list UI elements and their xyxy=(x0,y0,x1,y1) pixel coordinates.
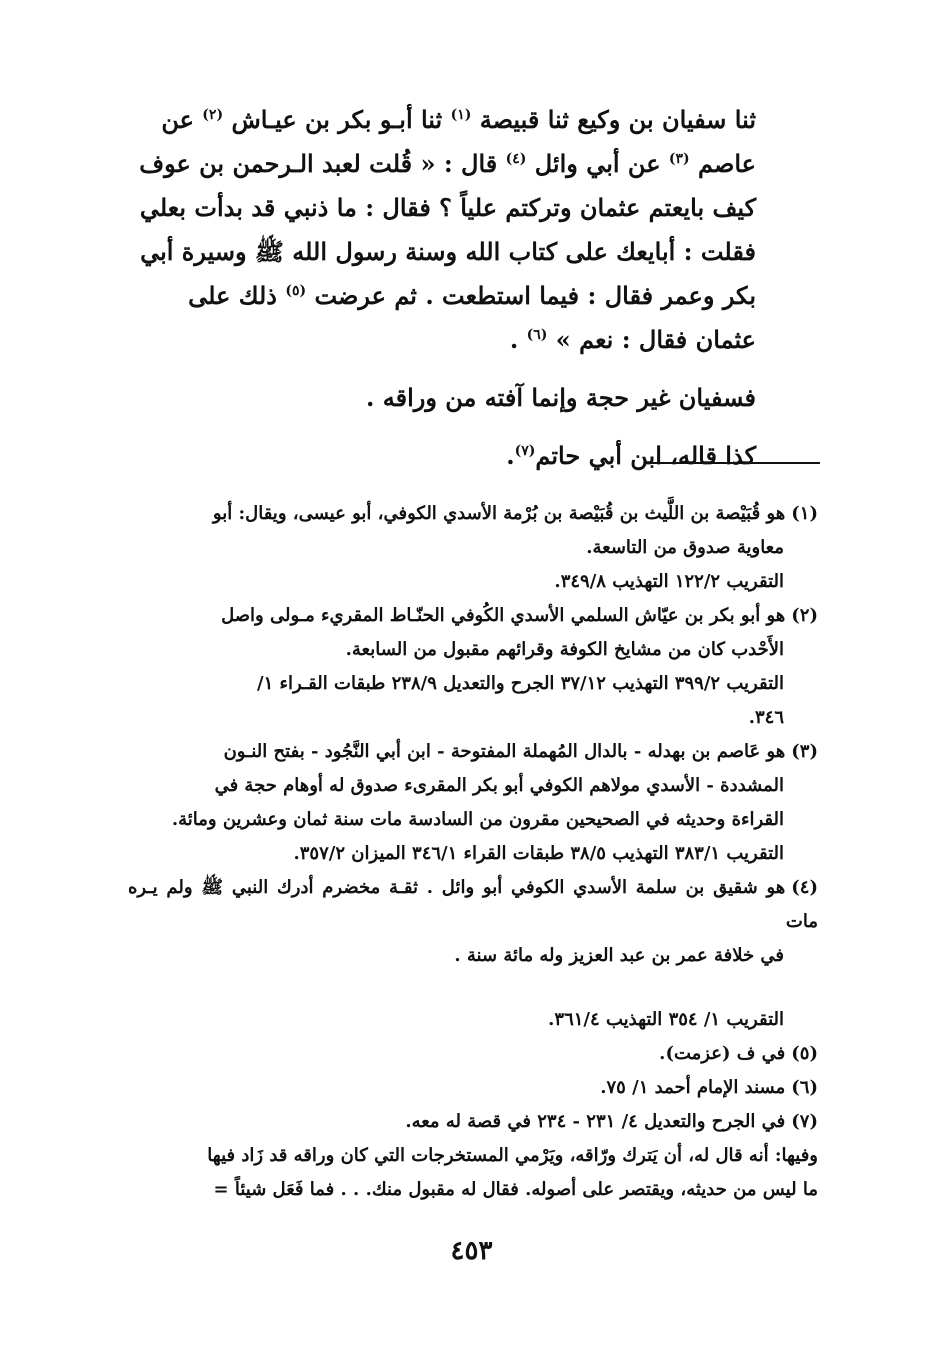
main-paragraph-2: فسفيان غير حجة وإنما آفته من وراقه . xyxy=(366,383,756,412)
text-segment: ثنا سفيان بن وكيع ثنا قبيصة xyxy=(479,105,756,134)
footnote-number: (٦) xyxy=(791,1077,818,1098)
footnote-line: وفيها: أنه قال له، أن يَترك ورّاقه، ويَرْمي المستخرجات التي كان وراقه قد زَاد فيها xyxy=(207,1145,818,1166)
text-segment: ذلك على عثمان فقال : نعم » xyxy=(188,281,756,354)
note-ref-6: (٦) xyxy=(526,327,548,343)
footnote-line xyxy=(128,735,818,769)
footnote-text: في ف (عزمت). xyxy=(659,1043,786,1064)
note-ref-5: (٥) xyxy=(285,283,307,299)
footnote-number: (١) xyxy=(791,503,818,524)
main-paragraph-1 xyxy=(128,98,818,362)
footnote-line xyxy=(128,497,818,531)
note-ref-7: (٧) xyxy=(514,443,536,459)
footnote-text: هو شقيق بن سلمة الأسدي الكوفي أبو وائل . ثقـة مخضرم أدرك النبي ﷺ ولم يـره مات xyxy=(128,877,818,932)
note-ref-3: (٣) xyxy=(668,151,690,167)
footnote-line xyxy=(128,1105,818,1139)
text-segment: . xyxy=(509,325,527,354)
footnote-line: التقريب ١٢٢/٢ التهذيب ٣٤٩/٨. xyxy=(554,571,784,592)
footnote-text: هو عَاصم بن بهدله - بالدال المُهملة المفتوحة - ابن أبي النَّجُود - بفتح النـون xyxy=(223,741,786,762)
footnote-text: هو أبو بكر بن عيّاش السلمي الأسدي الكُوفي الحنّـاط المقريء مـولى واصل xyxy=(221,605,786,626)
footnote-4 xyxy=(128,871,818,1037)
main-paragraph-3 xyxy=(128,434,818,478)
page-number: ٤٥٣ xyxy=(450,1236,493,1266)
footnote-line: معاوية صدوق من التاسعة. xyxy=(586,537,784,558)
footnote-number: (٣) xyxy=(791,741,818,762)
note-ref-4: (٤) xyxy=(505,151,527,167)
footnote-number: (٢) xyxy=(791,605,818,626)
footnote-line: ما ليس من حديثه، ويقتصر على أصوله. فقال له مقبول منك. . . فما فَعَل شيئاً = xyxy=(213,1179,818,1200)
footnote-6 xyxy=(128,1071,818,1105)
footnote-line: المشددة - الأسدي مولاهم الكوفي أبو بكر المقرىء صدوق له أوهام حجة في xyxy=(214,775,784,796)
footnote-line: القراءة وحديثه في الصحيحين مقرون من السادسة مات سنة ثمان وعشرين ومائة. xyxy=(171,809,784,830)
footnote-7 xyxy=(128,1105,818,1207)
text-segment: عن عاصم xyxy=(161,105,756,178)
footnote-line xyxy=(128,599,818,633)
note-ref-2: (٢) xyxy=(202,107,224,123)
footnote-line: التقريب ٣٩٩/٢ التهذيب ٣٧/١٢ الجرح والتعديل ٢٣٨/٩ طبقات القـراء ١/ xyxy=(257,673,784,694)
footnotes xyxy=(128,497,818,1207)
footnote-1 xyxy=(128,497,818,599)
footnote-line: ٣٤٦. xyxy=(748,707,784,728)
footnote-line: التقريب ٣٨٣/١ التهذيب ٣٨/٥ طبقات القراء ٣٤٦/١ الميزان ٣٥٧/٢. xyxy=(293,843,784,864)
footnote-number: (٤) xyxy=(791,877,818,898)
footnote-line: الأَحْدب كان من مشايخ الكوفة وقرائهم مقبول من السابعة. xyxy=(345,639,784,660)
text-segment: عن أبي وائل xyxy=(534,149,669,178)
footnote-number: (٧) xyxy=(791,1111,818,1132)
footnote-line xyxy=(128,1037,818,1071)
text-segment: . xyxy=(506,441,515,470)
main-text xyxy=(128,98,818,478)
footnote-divider xyxy=(648,462,820,464)
spacer xyxy=(128,973,818,1003)
footnote-text: مسند الإمام أحمد ١/ ٧٥. xyxy=(600,1077,786,1098)
footnote-line xyxy=(128,1071,818,1105)
text-segment: كذا قاله، ابن أبي حاتم xyxy=(535,441,756,470)
text-segment: قال : « قُلت لعبد الـرحمن بن عوف كيف بايعتم عثمان وتركتم علياً ؟ فقال : ما ذنبي قد بدأت بعلي فقلت : أبايعك على كتاب الله وسنة رسول الله ﷺ وسيرة أبي بكر وعمر فقال : فيما استطعت . ثم عرضت xyxy=(139,149,756,310)
footnote-text: هو قُبَيْصة بن اللَّيث بن قُبَيْصة بن بُرْمة الأسدي الكوفي، أبو عيسى، ويقال: أبو xyxy=(212,503,786,524)
text-segment: ثنا أبـو بكر بن عيـاش xyxy=(231,105,451,134)
footnote-line: في خلافة عمر بن عبد العزيز وله مائة سنة . xyxy=(454,945,784,966)
footnote-number: (٥) xyxy=(791,1043,818,1064)
footnote-5 xyxy=(128,1037,818,1071)
footnote-line: التقريب ١/ ٣٥٤ التهذيب ٣٦١/٤. xyxy=(548,1009,784,1030)
footnote-line xyxy=(128,871,818,939)
footnote-text: في الجرح والتعديل ٤/ ٢٣١ - ٢٣٤ في قصة له معه. xyxy=(405,1111,786,1132)
footnote-2 xyxy=(128,599,818,735)
footnote-3 xyxy=(128,735,818,871)
note-ref-1: (١) xyxy=(450,107,472,123)
